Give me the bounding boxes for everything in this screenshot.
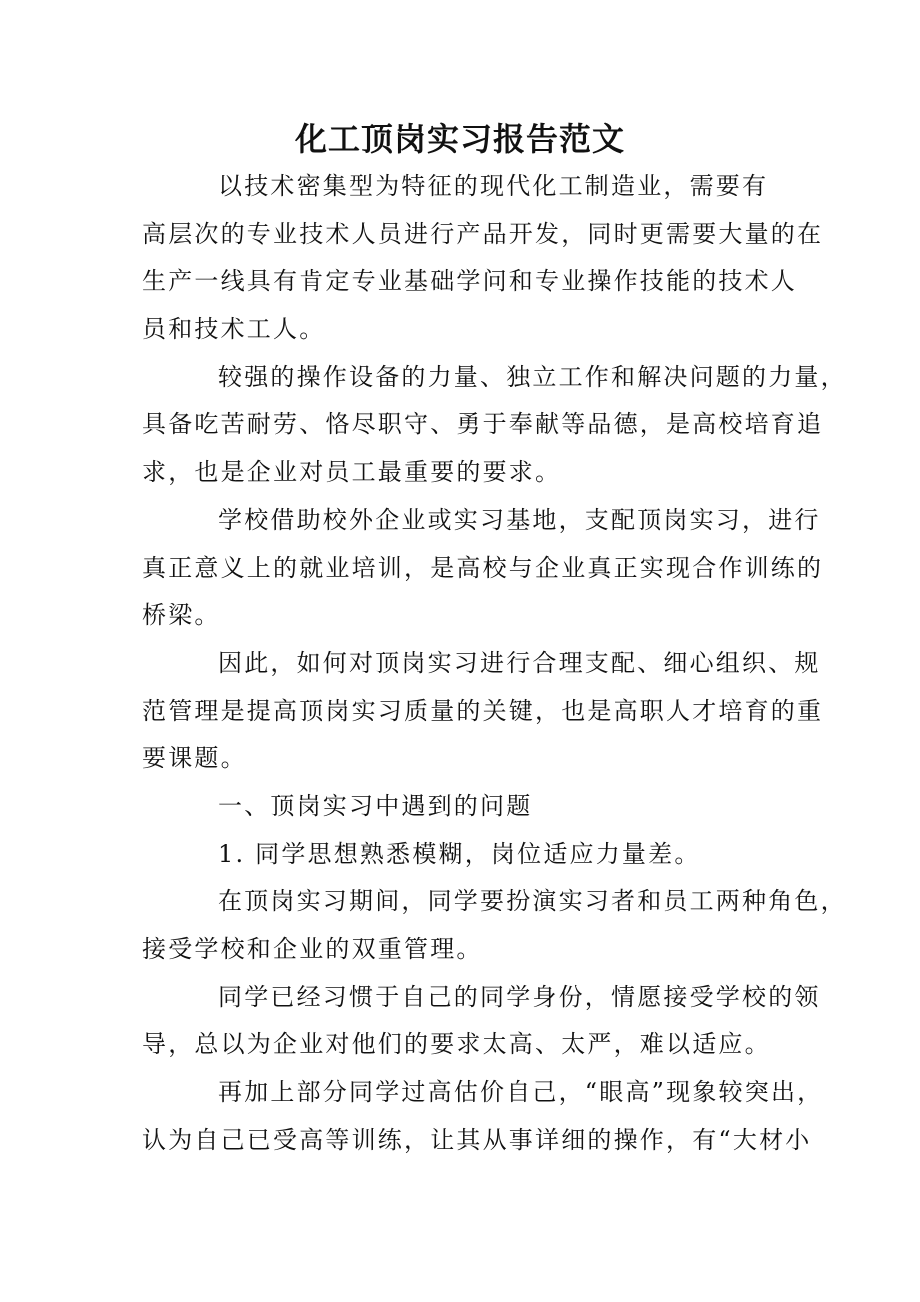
document-title: 化工顶岗实习报告范文 [294, 120, 625, 158]
text-line: 桥梁。 [142, 601, 221, 630]
text-line: 1. 同学思想熟悉模糊，岗位适应力量差。 [218, 839, 701, 868]
text-line: 要课题。 [142, 744, 247, 773]
document-body [142, 168, 847, 1169]
text-line: 范管理是提高顶岗实习质量的关键，也是高职人才培育的重 [142, 696, 824, 725]
text-line: 接受学校和企业的双重管理。 [142, 935, 483, 963]
text-line: 因此，如何对顶岗实习进行合理支配、细心组织、规 [218, 648, 821, 677]
text-line: 学校借助校外企业或实习基地，支配顶岗实习，进行 [218, 505, 821, 534]
text-line: 认为自己已受高等训练，让其从事详细的操作，有“大材小 [142, 1125, 812, 1154]
text-line: 真正意义上的就业培训，是高校与企业真正实现合作训练的 [142, 553, 824, 582]
text-line: 在顶岗实习期间，同学要扮演实习者和员工两种角色， [218, 887, 847, 916]
text-line: 生产一线具有肯定专业基础学问和专业操作技能的技术人 [142, 267, 797, 296]
text-line: 再加上部分同学过高估价自己，“眼高”现象较突出， [218, 1078, 824, 1107]
text-line: 同学已经习惯于自己的同学身份，情愿接受学校的领 [218, 982, 821, 1011]
text-line: 求，也是企业对员工最重要的要求。 [142, 458, 562, 487]
text-line: 较强的操作设备的力量、独立工作和解决问题的力量， [218, 362, 847, 391]
text-line: 高层次的专业技术人员进行产品开发，同时更需要大量的在 [142, 219, 824, 248]
text-line: 一、顶岗实习中遇到的问题 [218, 791, 533, 820]
text-line: 员和技术工人。 [142, 315, 326, 344]
text-line: 具备吃苦耐劳、恪尽职守、勇于奉献等品德，是高校培育追 [142, 410, 824, 439]
text-line: 导，总以为企业对他们的要求太高、太严，难以适应。 [142, 1030, 771, 1059]
text-line: 以技术密集型为特征的现代化工制造业，需要有 [218, 172, 769, 200]
